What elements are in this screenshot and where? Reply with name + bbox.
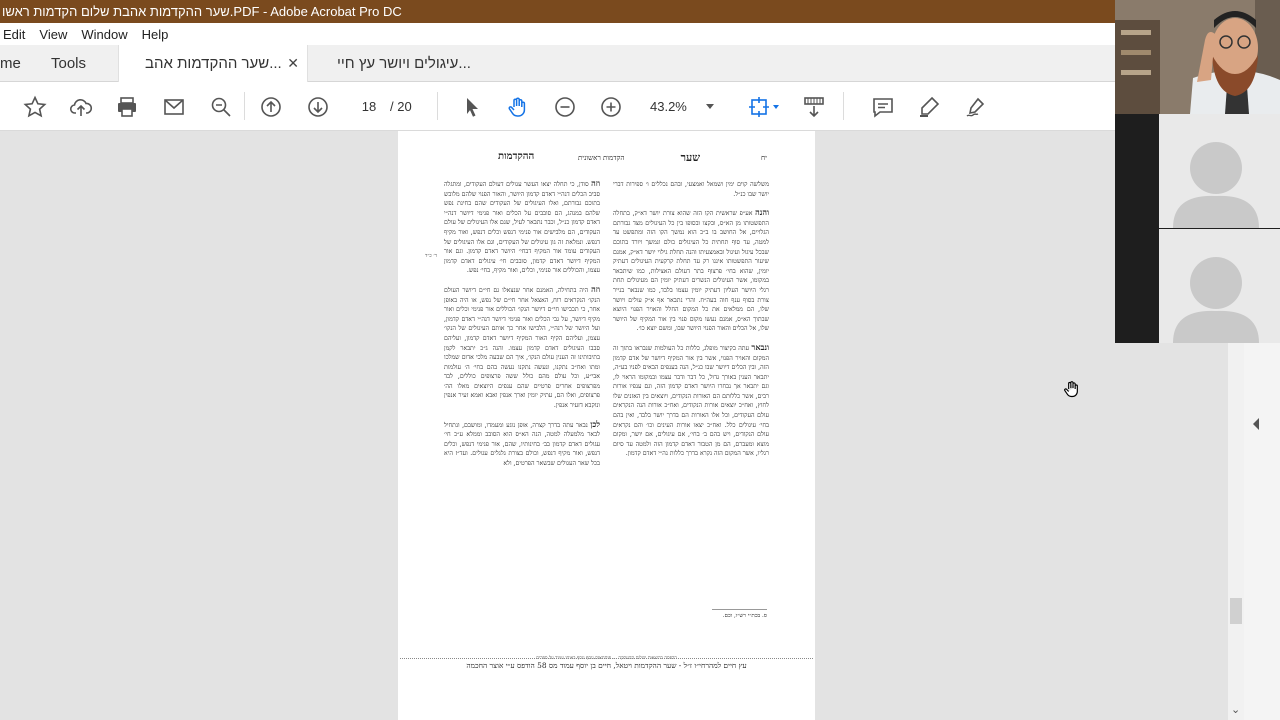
footnote: ס. בכת״י רש״ו, וכם. (722, 613, 767, 619)
tab-home[interactable]: me (0, 55, 21, 72)
paragraph: משלשה קוים ימין ושמאל ואמצעי, ובהם נכללים ו׳ ספירות דברי יושר שבו כנ״ל. (613, 181, 769, 198)
zoom-out-icon[interactable] (552, 94, 578, 120)
footer-small-print: הדפסה בהוצאות ישלום ההעתקה ... פיתחאות נוסף נוסף באותו עמוד על ספרים (536, 656, 677, 661)
close-icon[interactable]: ✕ (287, 55, 299, 71)
star-icon[interactable] (22, 94, 48, 120)
avatar-placeholder-icon (1159, 229, 1280, 343)
zoom-search-icon[interactable] (208, 94, 234, 120)
tab-document-active[interactable] (118, 45, 308, 83)
print-icon[interactable] (114, 94, 140, 120)
page-up-icon[interactable] (258, 94, 284, 120)
tab-bar (0, 45, 1115, 82)
paragraph: לכן נבאר עתה בדרך קצרה, אופן נוגע ומעמדו, ומושבם, ונתחיל לבאר מלמעלה למטה, הנה הא״ס הוא הסובב וממלא ע״כ חי׳ עגולים דאדם קדמון בב׳ בחינותיו, שהם, אור פנימי דנפש, וכלים דנפש, ואור מקיף דנפש, וכולם בצורת גלגלים עגולים. ועד״ז היא בכל שאר העגולים שבשאר הפרטים, ולא (444, 418, 600, 468)
vertical-scrollbar[interactable] (1228, 343, 1244, 720)
page-header-section: ההקדמות (498, 151, 535, 162)
avatar-placeholder-icon (1159, 114, 1280, 228)
select-arrow-icon[interactable] (459, 94, 485, 120)
menu-help[interactable]: Help (141, 26, 169, 42)
menu-bar (0, 23, 1115, 45)
menu-edit[interactable]: Edit (3, 26, 26, 42)
tab-document-2[interactable]: עיגולים ויושר עץ חיי... (337, 55, 471, 72)
participant-image (1115, 0, 1280, 114)
page-number-input[interactable]: 18 (361, 99, 377, 114)
toolbar (0, 82, 1115, 131)
menu-window[interactable]: Window (81, 26, 128, 42)
paragraph: והנה אע״פ שראשית הקו הזה שהוא צורת יושר דא״ק, בתחלה התפשטותו מן הא״ס, ובקצו ובסופו בין כל העיגולים מצד גבורתם הגלויים, אל החושב בו ב״כ הוא נמשך הקו הזה ומתפשט עד למטה, עד סוף תחתית כל העיגולים כולם ונמשך ויורד בתוכם שבכל עיגול ועיגול ובאמצעיתו והנה תחלת גילוי יושר דא״ק, אמנם שיעור התפשטותו איננו רק עד תחלת קרקעית העיגולים דעתיק יומין, שהוא בחי׳ פרצוף בתר דעולם האצילות, כמו שיתבאר במקומו, אשר העיגולים הנשרים דעתיק יומין הם מעיגולים תחת רגלי היושר העליון דעתיק יומין עצמו בלבד, כמו שנבאר בנייר צורת בסוף ענף חוה בעה״ח. והרי נתבאר אף א״ק עולים ויושר שלו, הם ממלאים את כל המקום החלל והאויר הפנוי היוצא שבתוך הא״ס, אמנם נעשו מקום פנוי בין אור המקיף של היושר שלו, אל הכלים והאור הפנוי היושר שבו, ומשם יוצא כו׳. (613, 207, 770, 333)
zoom-value: 43.2% (650, 99, 687, 114)
scroll-mode-icon[interactable] (801, 94, 827, 120)
tab-tools[interactable]: Tools (51, 55, 87, 72)
footer-divider (400, 658, 813, 659)
footnote-divider (712, 609, 767, 610)
sign-icon[interactable] (963, 94, 989, 120)
upload-icon[interactable] (68, 94, 94, 120)
toolbar-separator (843, 92, 844, 120)
page-header-number: יח (761, 154, 767, 162)
toolbar-separator (437, 92, 438, 120)
chevron-down-icon[interactable] (772, 94, 780, 120)
tab-document-label: שער ההקדמות אהב... (145, 55, 282, 72)
page-total: / 20 (390, 99, 412, 114)
hand-cursor-icon (1062, 379, 1082, 399)
zoom-dropdown[interactable] (650, 96, 720, 118)
page-header-title: שער (680, 151, 700, 164)
page-down-icon[interactable] (305, 94, 331, 120)
window-title: שער ההקדמות אהבת שלום הקדמות ראשו.PDF - Adobe Acrobat Pro DC (0, 0, 1115, 23)
menu-view[interactable]: View (39, 26, 68, 42)
participant-video (1115, 0, 1280, 114)
page-footer: עץ חיים למהרחי״ו ז״ל - שער ההקדמות ויטאל, חיים בן יוסף עמוד מס 58 הודפס ע״י אוצר החכמה (466, 661, 747, 670)
comment-icon[interactable] (870, 94, 896, 120)
chevron-down-icon (706, 104, 714, 109)
paragraph: וזה היה בתחילה, האמנם אחר שנצאלו גם חי״ם דיושר העולם הנקו׳ הנקראים רוח, האצאל אחר חי״ם של נפש, או היה באופן אחר, כי תכבישו חי״ם דיושר הנקו׳ הכוללים אור פנימי וכלים ואור מקיף דיושר, על גבי הכלים ואור פנימי דיושר דנה״י דאדם קדמון, ועל היושר של רנה״י, הלבישו אחר כך אותם העיגולים של הנקו׳ עצמן, ועליהם הקיף האור המקיף דיושר דאדם קדמון, ועליהם סבבו העיגולים דאדם קדמון עצמו. והנה ג״כ יתבאר לקמן בתיבותינו זה הענין עולם הנקו׳, איך הם שבעה מלכי אדום שמלכו ומתו ואח״כ נתקנו, ונעשה נתקנו נעשה בהם בחי׳ ה׳ עולמות אבי״ע, וכל עולם מהם כולל ששה פרצופים כוללים, לבד מפרצופים אחרים פרטיים שהם ענפים היוצאים מאלו הה׳ פרצופים, ואלו הם, עתיק יומין וארך אנפין ואבא ואמא זעיר אנפין ונוקבא דזעיר אנפין. (444, 283, 601, 410)
fit-page-icon[interactable] (746, 94, 772, 120)
text-column-left (444, 179, 600, 478)
hand-icon[interactable] (505, 94, 531, 120)
mail-icon[interactable] (161, 94, 187, 120)
panel-expand-icon[interactable] (1253, 418, 1259, 430)
margin-note: ד׳ כ״ד (425, 253, 437, 259)
scrollbar-thumb[interactable] (1230, 598, 1242, 624)
pdf-page (398, 131, 815, 720)
zoom-in-icon[interactable] (598, 94, 624, 120)
scroll-down-icon[interactable]: ⌄ (1231, 704, 1241, 716)
paragraph: ונבאר עתה בקיצור מופלג, כללות כל העולמות שנבראו בתוך זה המקום והאויר הפנוי, אשר בין אור המקיף דיושר של אדם קדמון הזה, ובין הכלים דיושר שבו כנ״ל, הנה בענפים הבאים לפניו בע״ה, יתבאר הענין באורך גדול, כל דבר ודבר עצמו ובמקומו הראוי לו, וגם יתבאר אך נבחרו היושר דאדם קדמון הזה, וגם ענפיו אורות רבים, אשר כללותם הם האורות הנקודים, ויוצאים בין האזנים שלו לחוץ, ואח״כ יוצאים אורות הנקודים, ואח״כ אורות הנה הנקראים עולם העקודים, וכל אלו האורות הם בדרך יושר בלבד, ואין בהם בחי׳ עיגולים כלל. ואח״כ יצאו אורות העינים וכו׳ והם נקראים עולם הנקודים, ויש בהם ב׳ בחי׳, אם עיגולים, אם יושר, ומקום מוצא ומעברם, הם מן הטבור דאדם קדמון הזה ולמטה עד סיום רגליו, אשר המקום הזה נקרא בדרך כללות נה״י דאדם קדמון. (613, 341, 769, 458)
text-column-right (613, 179, 769, 468)
highlight-icon[interactable] (916, 94, 942, 120)
participant-tile-3 (1159, 229, 1280, 343)
page-header-subtitle: הקדמות ראשונית (578, 154, 625, 162)
participant-tile-2 (1159, 114, 1280, 228)
toolbar-separator (244, 92, 245, 120)
paragraph: וזה סודן, כי תחלה יצאו העשר עגולים דעולם העקודים, ומתגלה סביב הכלים דנה״י דאדם קדמון היושר, והאור הפנוי שלהם מלובש בתוכם גבורתם, ואלו העיגולים של העקודים שהם בחינת נפש שלהם במנהג, הם סובבים על הכלים ואור פנימי דיושר דנה״י דאדם קדמון כנ״ל, וכבר נתבאר לעיל, שגם אלו העיגולים של עולם העקודים, הם מלבישים אור פנימי דנפש וכלים דנפש, ואור מקיף דנפש. ונמלאת זה גון עיגולים של העקודים, וגם אלו העיגולים של העקודים עומד אור המקיף דבחי׳ היושר דאדם קדמון. וגם אור המקיף דיושר דאדם קדמון, סובבים חי׳ עיגולים דאדם קדמון עצמו, והכוללים אור פנימי, וכלים, ואור מקיף, בחי׳ נפש. (444, 178, 600, 275)
